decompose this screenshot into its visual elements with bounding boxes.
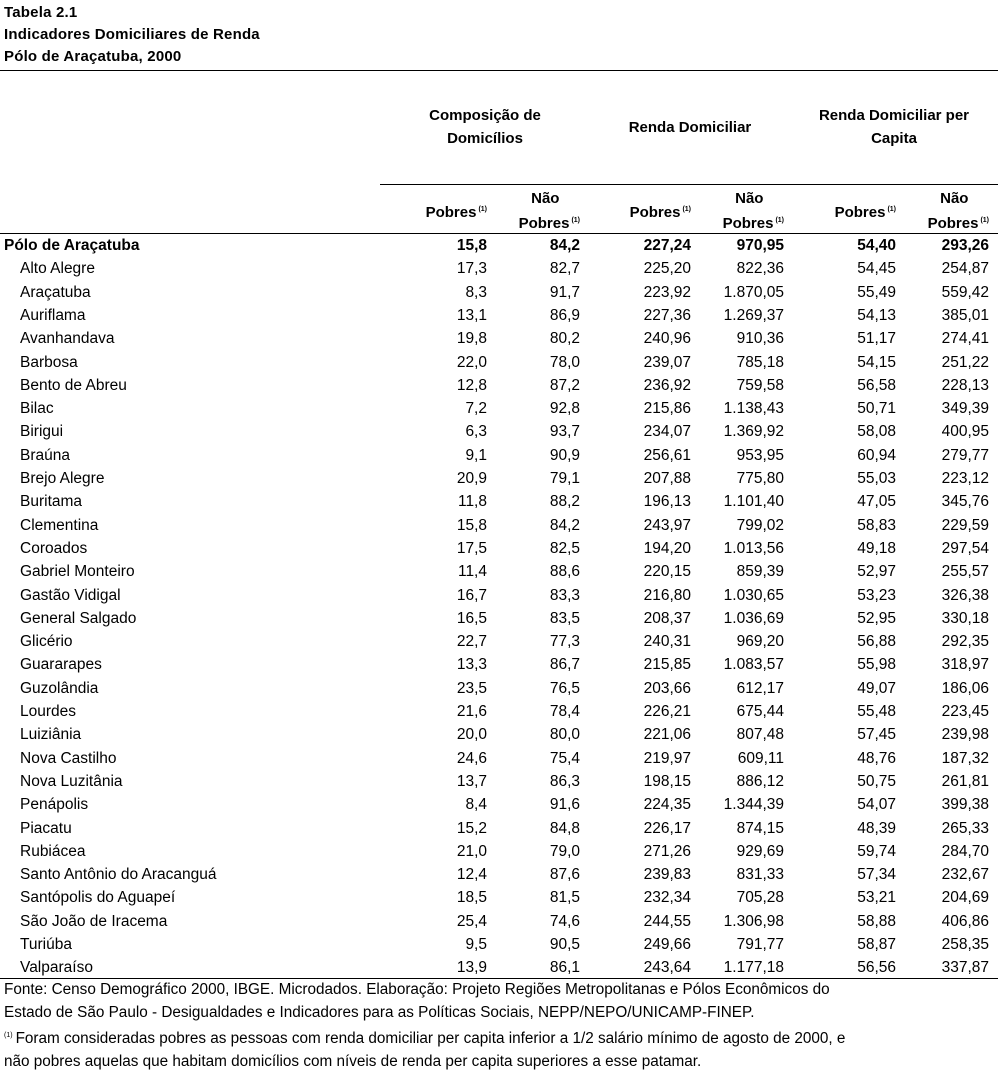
row-name: Pólo de Araçatuba xyxy=(4,237,140,254)
table-row xyxy=(0,397,998,420)
table-row xyxy=(0,630,998,653)
cell-renda-nao-pobres: 759,58 xyxy=(736,376,784,394)
cell-per-capita-pobres: 49,18 xyxy=(857,539,896,557)
row-name: Birigui xyxy=(20,423,64,441)
row-name: Araçatuba xyxy=(20,283,91,301)
footnote-line-1: $^{(1)}$ Foram consideradas pobres as pessoas com renda domiciliar per capita inferior a 1/2 salário mínimo de agosto de 2000, e xyxy=(4,1030,846,1047)
cell-per-capita-pobres: 55,49 xyxy=(857,283,896,301)
table-row xyxy=(0,584,998,607)
cell-pobres-pct: 8,4 xyxy=(465,796,487,814)
cell-per-capita-nao-pobres: 223,45 xyxy=(941,703,989,720)
table-row xyxy=(0,327,998,350)
table-number: Tabela 2.1 xyxy=(4,4,78,21)
table-row xyxy=(0,467,998,490)
cell-nao-pobres-pct: 83,5 xyxy=(549,609,580,627)
cell-renda-nao-pobres: 859,39 xyxy=(736,563,784,581)
cell-renda-nao-pobres: 874,15 xyxy=(736,819,784,837)
cell-pobres-pct: 24,6 xyxy=(456,749,487,767)
cell-per-capita-nao-pobres: 284,70 xyxy=(941,842,989,860)
cell-per-capita-nao-pobres: 204,69 xyxy=(941,889,989,907)
row-name: Santópolis do Aguapeí xyxy=(20,889,176,907)
cell-per-capita-nao-pobres: 232,67 xyxy=(941,866,989,884)
cell-renda-pobres: 239,07 xyxy=(643,353,691,371)
cell-renda-nao-pobres: 969,20 xyxy=(736,633,784,651)
cell-per-capita-nao-pobres: 274,41 xyxy=(941,330,989,348)
row-name: Penápolis xyxy=(20,796,89,814)
cell-nao-pobres-pct: 78,4 xyxy=(549,703,580,720)
subheader-nao-pobres-2: Não Pobres $^{(1)}$ xyxy=(722,190,784,232)
row-name: Clementina xyxy=(20,516,99,534)
cell-renda-pobres: 203,66 xyxy=(643,679,691,697)
cell-nao-pobres-pct: 84,2 xyxy=(549,516,580,534)
cell-renda-pobres: 243,64 xyxy=(643,959,691,977)
cell-nao-pobres-pct: 77,3 xyxy=(549,633,580,651)
cell-per-capita-nao-pobres: 187,32 xyxy=(941,749,989,767)
cell-per-capita-pobres: 59,74 xyxy=(857,842,896,860)
cell-renda-pobres: 215,85 xyxy=(643,656,691,674)
cell-renda-nao-pobres: 775,80 xyxy=(736,470,784,487)
cell-renda-pobres: 227,24 xyxy=(643,237,691,254)
row-name: Glicério xyxy=(20,633,73,651)
cell-nao-pobres-pct: 82,5 xyxy=(549,539,580,557)
cell-renda-nao-pobres: 791,77 xyxy=(736,936,784,953)
row-name: Braúna xyxy=(20,446,70,464)
cell-renda-pobres: 216,80 xyxy=(643,586,691,604)
cell-nao-pobres-pct: 80,2 xyxy=(549,330,580,348)
cell-pobres-pct: 15,2 xyxy=(456,819,487,837)
cell-per-capita-nao-pobres: 318,97 xyxy=(941,656,989,674)
table-row xyxy=(0,910,998,933)
cell-pobres-pct: 12,4 xyxy=(456,866,487,884)
cell-per-capita-nao-pobres: 265,33 xyxy=(941,819,989,837)
footnote-line-2: não pobres aquelas que habitam domicílios com níveis de renda per capita superiores a esse patamar. xyxy=(4,1053,702,1070)
table-row xyxy=(0,700,998,723)
cell-nao-pobres-pct: 83,3 xyxy=(549,586,580,604)
cell-renda-pobres: 226,17 xyxy=(643,819,691,837)
cell-renda-nao-pobres: 1.870,05 xyxy=(723,283,784,301)
row-name: Avanhandava xyxy=(20,330,115,348)
table-row xyxy=(0,374,998,397)
subheader-pobres-2: Pobres $^{(1)}$ xyxy=(629,204,691,221)
cell-per-capita-pobres: 53,21 xyxy=(857,889,896,907)
cell-nao-pobres-pct: 88,6 xyxy=(549,563,580,581)
cell-renda-nao-pobres: 807,48 xyxy=(736,726,784,744)
table-row xyxy=(0,607,998,630)
cell-per-capita-nao-pobres: 385,01 xyxy=(941,306,989,324)
row-name: Piacatu xyxy=(20,819,72,837)
cell-per-capita-pobres: 57,34 xyxy=(857,866,896,884)
cell-pobres-pct: 22,7 xyxy=(456,633,487,651)
cell-nao-pobres-pct: 86,1 xyxy=(549,959,580,977)
row-name: General Salgado xyxy=(20,609,137,627)
cell-per-capita-nao-pobres: 258,35 xyxy=(941,936,989,953)
table-row xyxy=(0,257,998,280)
row-name: Valparaíso xyxy=(20,959,93,977)
cell-per-capita-pobres: 54,07 xyxy=(857,796,896,814)
table-row xyxy=(0,537,998,560)
cell-per-capita-nao-pobres: 330,18 xyxy=(941,609,989,627)
cell-renda-nao-pobres: 675,44 xyxy=(736,703,784,720)
cell-per-capita-pobres: 54,15 xyxy=(857,353,896,371)
cell-renda-nao-pobres: 705,28 xyxy=(736,889,784,907)
table-row xyxy=(0,560,998,583)
cell-renda-pobres: 196,13 xyxy=(643,493,691,511)
cell-nao-pobres-pct: 87,6 xyxy=(549,866,580,884)
cell-pobres-pct: 13,9 xyxy=(456,959,487,977)
cell-nao-pobres-pct: 80,0 xyxy=(549,726,580,744)
table-row xyxy=(0,281,998,304)
row-name: Gabriel Monteiro xyxy=(20,563,135,581)
cell-per-capita-nao-pobres: 349,39 xyxy=(941,400,989,418)
cell-renda-nao-pobres: 886,12 xyxy=(736,772,784,790)
row-name: Auriflama xyxy=(20,306,86,324)
cell-pobres-pct: 15,8 xyxy=(456,516,487,534)
cell-per-capita-pobres: 58,08 xyxy=(857,423,896,441)
cell-renda-nao-pobres: 831,33 xyxy=(736,866,784,884)
cell-renda-pobres: 234,07 xyxy=(643,423,691,441)
cell-per-capita-nao-pobres: 559,42 xyxy=(941,283,989,301)
cell-renda-nao-pobres: 953,95 xyxy=(736,446,784,464)
cell-renda-nao-pobres: 1.138,43 xyxy=(723,400,784,418)
cell-per-capita-pobres: 49,07 xyxy=(857,679,896,697)
cell-per-capita-nao-pobres: 406,86 xyxy=(941,912,989,930)
cell-nao-pobres-pct: 86,7 xyxy=(549,656,580,674)
row-name: Coroados xyxy=(20,539,88,557)
cell-renda-pobres: 240,31 xyxy=(643,633,691,651)
row-name: Nova Castilho xyxy=(20,749,117,767)
cell-per-capita-nao-pobres: 326,38 xyxy=(941,586,989,604)
source-note-line-2: Estado de São Paulo - Desigualdades e Indicadores para as Políticas Sociais, NEPP/NEPO/UNICAMP-FINEP. xyxy=(4,1004,755,1021)
table-row xyxy=(0,747,998,770)
cell-per-capita-pobres: 48,39 xyxy=(857,819,896,837)
cell-pobres-pct: 7,2 xyxy=(465,400,487,418)
table-title: Indicadores Domiciliares de Renda xyxy=(4,26,260,43)
cell-renda-nao-pobres: 1.269,37 xyxy=(723,306,784,324)
table-row xyxy=(0,956,998,979)
cell-per-capita-pobres: 58,88 xyxy=(857,912,896,930)
cell-per-capita-pobres: 54,40 xyxy=(857,237,896,254)
cell-per-capita-nao-pobres: 229,59 xyxy=(941,516,989,534)
cell-per-capita-pobres: 56,56 xyxy=(857,959,896,977)
cell-renda-pobres: 226,21 xyxy=(643,703,691,720)
table-footer xyxy=(4,978,994,1073)
cell-per-capita-nao-pobres: 345,76 xyxy=(941,493,989,511)
group-header-renda-per-capita: Renda Domiciliar per Capita xyxy=(818,107,970,147)
cell-per-capita-nao-pobres: 186,06 xyxy=(941,679,989,697)
cell-pobres-pct: 15,8 xyxy=(456,237,487,254)
table-row xyxy=(0,677,998,700)
cell-pobres-pct: 19,8 xyxy=(456,330,487,348)
cell-pobres-pct: 16,5 xyxy=(456,609,487,627)
cell-per-capita-pobres: 54,13 xyxy=(857,306,896,324)
cell-renda-pobres: 240,96 xyxy=(643,330,691,348)
cell-nao-pobres-pct: 79,1 xyxy=(549,470,580,487)
cell-nao-pobres-pct: 75,4 xyxy=(549,749,580,767)
cell-renda-pobres: 221,06 xyxy=(643,726,691,744)
row-name: Barbosa xyxy=(20,353,78,371)
cell-per-capita-nao-pobres: 251,22 xyxy=(941,353,989,371)
cell-per-capita-nao-pobres: 297,54 xyxy=(941,539,989,557)
cell-nao-pobres-pct: 79,0 xyxy=(549,842,580,860)
cell-pobres-pct: 23,5 xyxy=(456,679,487,697)
cell-nao-pobres-pct: 76,5 xyxy=(549,679,580,697)
cell-per-capita-pobres: 52,95 xyxy=(857,609,896,627)
table-row xyxy=(0,490,998,513)
cell-per-capita-pobres: 58,87 xyxy=(857,936,896,953)
cell-renda-pobres: 244,55 xyxy=(643,912,691,930)
table-row xyxy=(0,840,998,863)
table-row xyxy=(0,723,998,746)
table-row xyxy=(0,817,998,840)
table-row xyxy=(0,933,998,956)
table-row xyxy=(0,444,998,467)
cell-renda-pobres: 236,92 xyxy=(643,376,691,394)
table-row xyxy=(0,863,998,886)
cell-pobres-pct: 12,8 xyxy=(456,376,487,394)
cell-nao-pobres-pct: 91,7 xyxy=(549,283,580,301)
cell-pobres-pct: 20,9 xyxy=(456,470,487,487)
cell-per-capita-pobres: 48,76 xyxy=(857,749,896,767)
cell-nao-pobres-pct: 92,8 xyxy=(549,400,580,418)
cell-nao-pobres-pct: 86,9 xyxy=(549,306,580,324)
table-row xyxy=(0,420,998,443)
cell-pobres-pct: 13,7 xyxy=(456,772,487,790)
row-name: Alto Alegre xyxy=(20,260,95,278)
cell-renda-nao-pobres: 1.030,65 xyxy=(723,586,784,604)
cell-per-capita-nao-pobres: 279,77 xyxy=(941,446,989,464)
cell-renda-nao-pobres: 609,11 xyxy=(737,749,784,767)
cell-per-capita-nao-pobres: 239,98 xyxy=(941,726,989,744)
source-note-line-1: Fonte: Censo Demográfico 2000, IBGE. Microdados. Elaboração: Projeto Regiões Metropolitanas e Pólos Econômicos do xyxy=(4,981,830,998)
cell-renda-pobres: 225,20 xyxy=(643,260,691,278)
cell-per-capita-nao-pobres: 255,57 xyxy=(941,563,989,581)
cell-renda-pobres: 243,97 xyxy=(643,516,691,534)
cell-per-capita-pobres: 56,58 xyxy=(857,376,896,394)
cell-per-capita-nao-pobres: 223,12 xyxy=(941,470,989,487)
cell-renda-pobres: 194,20 xyxy=(643,539,691,557)
cell-renda-nao-pobres: 612,17 xyxy=(736,679,784,697)
cell-pobres-pct: 6,3 xyxy=(465,423,487,441)
cell-per-capita-nao-pobres: 228,13 xyxy=(941,376,989,394)
cell-per-capita-pobres: 55,03 xyxy=(857,470,896,487)
subheader-nao-pobres-3: Não Pobres $^{(1)}$ xyxy=(927,190,989,232)
cell-renda-nao-pobres: 1.036,69 xyxy=(723,609,784,627)
cell-per-capita-pobres: 55,98 xyxy=(857,656,896,674)
cell-nao-pobres-pct: 86,3 xyxy=(549,772,580,790)
cell-renda-nao-pobres: 1.083,57 xyxy=(723,656,784,674)
cell-renda-nao-pobres: 1.101,40 xyxy=(723,493,784,511)
cell-renda-pobres: 271,26 xyxy=(643,842,691,860)
cell-pobres-pct: 8,3 xyxy=(465,283,487,301)
cell-per-capita-pobres: 50,71 xyxy=(857,400,896,418)
table-row xyxy=(0,304,998,327)
cell-per-capita-pobres: 51,17 xyxy=(857,330,896,348)
cell-nao-pobres-pct: 81,5 xyxy=(549,889,580,907)
cell-pobres-pct: 20,0 xyxy=(456,726,487,744)
cell-nao-pobres-pct: 90,5 xyxy=(549,936,580,953)
cell-renda-pobres: 232,34 xyxy=(643,889,691,907)
cell-pobres-pct: 13,3 xyxy=(456,656,487,674)
cell-pobres-pct: 13,1 xyxy=(456,306,487,324)
cell-renda-pobres: 219,97 xyxy=(643,749,691,767)
cell-per-capita-pobres: 47,05 xyxy=(857,493,896,511)
cell-nao-pobres-pct: 87,2 xyxy=(549,376,580,394)
cell-renda-pobres: 227,36 xyxy=(643,306,691,324)
table-row xyxy=(0,351,998,374)
cell-pobres-pct: 17,3 xyxy=(456,260,487,278)
cell-nao-pobres-pct: 91,6 xyxy=(549,796,580,814)
cell-per-capita-pobres: 55,48 xyxy=(857,703,896,720)
row-name: Guzolândia xyxy=(20,679,99,697)
cell-nao-pobres-pct: 82,7 xyxy=(549,260,580,278)
cell-pobres-pct: 17,5 xyxy=(456,539,487,557)
row-name: São João de Iracema xyxy=(20,912,168,930)
cell-pobres-pct: 21,0 xyxy=(456,842,487,860)
cell-renda-pobres: 256,61 xyxy=(643,446,691,464)
cell-pobres-pct: 11,8 xyxy=(457,493,487,511)
group-rule xyxy=(380,184,998,185)
group-header-renda-domiciliar: Renda Domiciliar xyxy=(628,119,752,136)
cell-renda-pobres: 208,37 xyxy=(643,609,691,627)
row-name: Guararapes xyxy=(20,656,102,674)
row-name: Rubiácea xyxy=(20,842,86,860)
cell-per-capita-pobres: 58,83 xyxy=(857,516,896,534)
cell-renda-pobres: 215,86 xyxy=(643,400,691,418)
cell-renda-nao-pobres: 1.369,92 xyxy=(723,423,784,441)
cell-renda-nao-pobres: 1.306,98 xyxy=(723,912,784,930)
row-name: Luiziânia xyxy=(20,726,82,744)
row-name: Turiúba xyxy=(20,936,72,953)
cell-pobres-pct: 25,4 xyxy=(456,912,487,930)
table-title-block xyxy=(4,2,260,68)
cell-renda-pobres: 223,92 xyxy=(643,283,691,301)
top-rule xyxy=(0,70,998,71)
cell-pobres-pct: 21,6 xyxy=(456,703,487,720)
cell-renda-nao-pobres: 1.013,56 xyxy=(723,539,784,557)
row-name: Bento de Abreu xyxy=(20,376,127,394)
table-row xyxy=(0,886,998,909)
subheader-pobres-1: Pobres $^{(1)}$ xyxy=(425,204,487,221)
subheader-nao-pobres-1: Não Pobres $^{(1)}$ xyxy=(518,190,580,232)
group-header-composicao: Composição de Domicílios xyxy=(429,107,541,147)
row-name: Gastão Vidigal xyxy=(20,586,121,604)
row-name: Bilac xyxy=(20,400,54,418)
cell-per-capita-nao-pobres: 400,95 xyxy=(941,423,989,441)
cell-per-capita-pobres: 50,75 xyxy=(857,772,896,790)
row-name: Santo Antônio do Aracanguá xyxy=(20,866,217,884)
cell-pobres-pct: 16,7 xyxy=(456,586,487,604)
cell-pobres-pct: 22,0 xyxy=(456,353,487,371)
cell-per-capita-pobres: 54,45 xyxy=(857,260,896,278)
cell-per-capita-nao-pobres: 399,38 xyxy=(941,796,989,814)
cell-renda-pobres: 224,35 xyxy=(643,796,691,814)
cell-pobres-pct: 18,5 xyxy=(456,889,487,907)
cell-per-capita-pobres: 56,88 xyxy=(857,633,896,651)
table-row xyxy=(0,770,998,793)
cell-pobres-pct: 9,5 xyxy=(465,936,487,953)
table-row-total xyxy=(0,234,998,257)
table-row xyxy=(0,514,998,537)
cell-renda-pobres: 198,15 xyxy=(643,772,691,790)
row-name: Brejo Alegre xyxy=(20,470,105,487)
cell-renda-nao-pobres: 1.344,39 xyxy=(723,796,784,814)
cell-per-capita-pobres: 52,97 xyxy=(857,563,896,581)
table-subtitle: Pólo de Araçatuba, 2000 xyxy=(4,48,182,65)
cell-per-capita-nao-pobres: 292,35 xyxy=(941,633,989,651)
cell-renda-pobres: 249,66 xyxy=(643,936,691,953)
cell-renda-nao-pobres: 799,02 xyxy=(736,516,784,534)
subheader-pobres-3: Pobres $^{(1)}$ xyxy=(834,204,896,221)
cell-pobres-pct: 9,1 xyxy=(465,446,487,464)
cell-per-capita-nao-pobres: 254,87 xyxy=(941,260,989,278)
table-row xyxy=(0,653,998,676)
cell-renda-nao-pobres: 970,95 xyxy=(736,237,784,254)
cell-nao-pobres-pct: 88,2 xyxy=(549,493,580,511)
cell-renda-pobres: 239,83 xyxy=(643,866,691,884)
cell-per-capita-pobres: 53,23 xyxy=(857,586,896,604)
cell-renda-nao-pobres: 1.177,18 xyxy=(723,959,784,977)
cell-renda-nao-pobres: 910,36 xyxy=(736,330,784,348)
cell-renda-pobres: 207,88 xyxy=(643,470,691,487)
cell-per-capita-nao-pobres: 337,87 xyxy=(941,959,989,977)
cell-nao-pobres-pct: 84,2 xyxy=(549,237,580,254)
cell-renda-nao-pobres: 785,18 xyxy=(736,353,784,371)
cell-renda-pobres: 220,15 xyxy=(643,563,691,581)
cell-nao-pobres-pct: 93,7 xyxy=(549,423,580,441)
cell-per-capita-pobres: 57,45 xyxy=(857,726,896,744)
cell-renda-nao-pobres: 929,69 xyxy=(736,842,784,860)
cell-nao-pobres-pct: 78,0 xyxy=(549,353,580,371)
cell-nao-pobres-pct: 74,6 xyxy=(549,912,580,930)
cell-renda-nao-pobres: 822,36 xyxy=(736,260,784,278)
cell-nao-pobres-pct: 90,9 xyxy=(549,446,580,464)
row-name: Lourdes xyxy=(20,703,77,720)
row-name: Nova Luzitânia xyxy=(20,772,123,790)
cell-nao-pobres-pct: 84,8 xyxy=(549,819,580,837)
cell-per-capita-nao-pobres: 293,26 xyxy=(941,237,989,254)
row-name: Buritama xyxy=(20,493,83,511)
cell-per-capita-nao-pobres: 261,81 xyxy=(941,772,989,790)
cell-pobres-pct: 11,4 xyxy=(457,563,487,581)
table-row xyxy=(0,793,998,816)
cell-per-capita-pobres: 60,94 xyxy=(857,446,896,464)
